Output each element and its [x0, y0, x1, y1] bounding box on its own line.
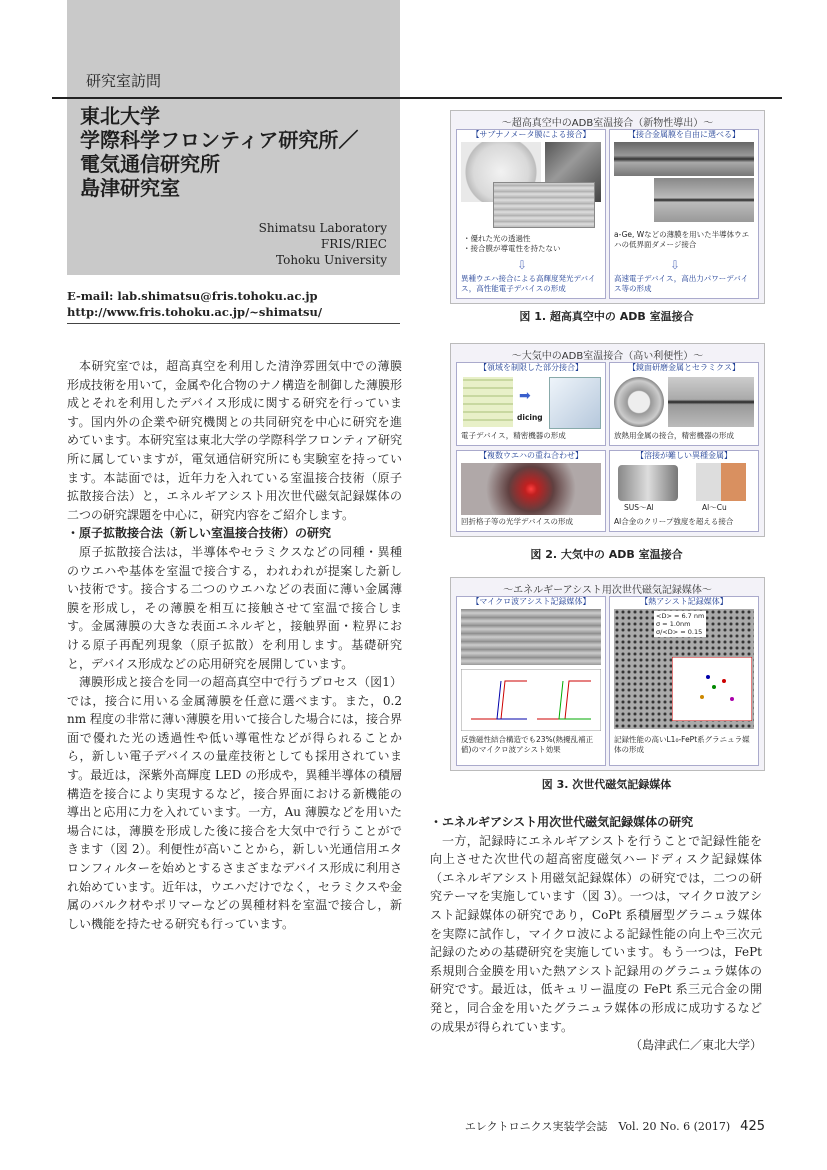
figure-3: [450, 577, 765, 771]
fig3-right-caption: 記録性能の高いL1₀-FePt系グラニュラ媒体の形成: [614, 735, 750, 754]
fig3-left-panel: [456, 596, 606, 766]
english-line: Shimatsu Laboratory: [258, 221, 387, 235]
lab-title-line: 東北大学: [80, 104, 160, 128]
panel-heading: 【溶接が難しい異種金属】: [636, 451, 732, 460]
figure-3-title: ～エネルギーアシスト用次世代磁気記録媒体～: [503, 585, 712, 596]
paragraph: 一方，記録時にエネルギアシストを行うことで記録性能を向上させた次世代の超高密度磁気ハードディスク記録媒体（エネルギアシスト用磁気記録媒体）の研究では，二つの研究テーマを実施しています（図 3）。一つは，マイクロ波アシスト記録媒体の研究であり，CoPt 系積層型グラニュラ媒体を実際に試作し，マイクロ波による記録性能の向上や三次元記録のための基礎研究を実施しています。もう一つは，FePt 系規則合金膜を用いた熱アシスト記録用のグラニュラ媒体の研究です。最近は，低キュリー温度の FePt 系三元合金の開発と，同合金を用いたグラニュラ媒体の形成に成功するなどの成果が得られています。: [430, 833, 762, 1034]
arrow-icon: ⇩: [517, 258, 528, 272]
lab-title-line: 電気通信研究所: [80, 152, 220, 176]
sus-al-label: SUS～Al: [624, 503, 654, 512]
fig2-caption-1: 電子デバイス，精密機器の形成: [461, 431, 566, 440]
paragraph: 本研究室では，超高真空を利用した清浄雰囲気中での薄膜形成技術を用いて，金属や化合物のナノ構造を制御した薄膜形成とそれを利用したデバイス形成に関する研究を行っています。国内外の企業や研究機関との共同研究を中心に研究を進めています。本研究室は東北大学の学際科学フロンティア研究所に属していますが，電気通信研究所にも実験室を持っています。本誌面では，近年力を入れている室温接合技術（原子拡散接合法）と，エネルギアシスト用次世代磁気記録媒体の二つの研究課題を中心に，研究内容をご紹介します。: [67, 359, 402, 522]
figure-1-title: ～超高真空中のADB室温接合（新物性導出）～: [501, 118, 714, 129]
figure-2-title: ～大気中のADB室温接合（高い利便性）～: [511, 351, 704, 362]
dicing-label: dicing: [517, 413, 543, 422]
website-link[interactable]: http://www.fris.tohoku.ac.jp/~shimatsu/: [67, 305, 323, 319]
fig2-panel-2: [609, 362, 759, 446]
journal-name: エレクトロニクス実装学会誌 Vol. 20 No. 6 (2017): [464, 1120, 731, 1133]
english-line: Tohoku University: [276, 253, 387, 267]
fig2-panel-4: [609, 450, 759, 532]
cube-photo: [549, 377, 601, 429]
tem-image: [493, 182, 595, 228]
panel-heading: 【鏡面研磨金属とセラミクス】: [628, 363, 740, 372]
section-heading: ・エネルギアシスト用次世代磁気記録媒体の研究: [430, 815, 694, 829]
al-cu-photo: [696, 463, 746, 501]
arrow-icon: ➡: [519, 388, 531, 404]
sus-al-photo: [618, 465, 678, 501]
paragraph: 薄膜形成と接合を同一の超高真空中で行うプロセス（図1）では，接合に用いる金属薄膜を任意に選べます。また，0.2 nm 程度の非常に薄い薄膜を用いて接合した場合には，接合界面で優れた光の透過性や低い導電性などが得られることから，新しい電子デバイスの量産技術としても採用されています。最近は，深紫外高輝度 LED の形成や，異種半導体の積層構造を接合により実現するなど，接合界面における新機能の導出と応用に力を入れています。一方，Au 薄膜などを用いた場合には，薄膜を形成した後に接合を大気中で行うことができます（図 2）。利便性が高いことから，新しい光通信用エタロンフィルターを始めとするさまざまなデバイス形成に利用され始めています。近年は，ウエハだけでなく，セラミクスや金属のバルク材やポリマーなどの異種材料を室温で接合し，新しい機能を持たせる研究も行っています。: [67, 675, 402, 931]
figure-2: [450, 343, 765, 537]
arrow-icon: ⇩: [670, 258, 681, 272]
paragraph: 原子拡散接合法は，半導体やセラミクスなどの同種・異種のウエハや基体を室温で接合する，われわれが提案した新しい技術です。接合する二つのウエハなどの表面に薄い金属薄膜を形成し，その薄膜を相互に接触させて室温で接合します。金属薄膜の大きな表面エネルギと，接触界面・粒界における原子再配列現象（原子拡散）を利用します。基礎研究と，デバイス形成などの応用研究を展開しています。: [67, 544, 402, 671]
fig1-left-panel: [456, 129, 606, 299]
fig2-caption-2: 放熱用金属の接合，精密機器の形成: [614, 431, 734, 440]
fig1-left-text: ・優れた光の透過性 ・接合膜が導電性を持たない: [463, 234, 561, 253]
grain-stats: <D> = 6.7 nm σ = 1.0nm σ/<D> = 0.15: [656, 612, 705, 636]
fig1-left-result: 異種ウエハ接合による高輝度発光デバイス，高性能電子デバイスの形成: [461, 274, 596, 293]
fig3-right-panel: [609, 596, 759, 766]
body-left-column: [67, 357, 402, 933]
page-footer: [465, 1118, 765, 1134]
figure-3-caption: 図 3. 次世代磁気記録媒体: [541, 778, 672, 791]
fig1-right-panel: [609, 129, 759, 299]
panel-heading: 【マイクロ波アシスト記録媒体】: [471, 597, 591, 606]
tem-image: [654, 178, 754, 222]
panel-heading: 【サブナノメータ膜による接合】: [471, 130, 591, 139]
figure-1: [450, 110, 765, 304]
page-number: 425: [740, 1119, 765, 1134]
fig2-caption-3: 回折格子等の光学デバイスの形成: [461, 517, 573, 526]
flange-photo: [614, 377, 664, 427]
panel-heading: 【接合金属膜を自由に選べる】: [628, 130, 740, 139]
email[interactable]: E-mail: lab.shimatsu@fris.tohoku.ac.jp: [67, 289, 318, 303]
fig2-panel-1: [456, 362, 606, 446]
header-rule: [52, 97, 782, 99]
lab-title: [80, 104, 358, 200]
fig1-right-text: a-Ge, Wなどの薄膜を用いた半導体ウエハの低界面ダメージ接合: [614, 230, 750, 249]
english-affiliation: [259, 220, 387, 268]
contact-info: [67, 288, 322, 320]
inset-plot: [672, 657, 752, 721]
fig3-left-caption: 反強磁性結合構造でも23%(熱擾乱補正値)のマイクロ波アシスト効果: [461, 735, 594, 754]
fig2-panel-3: [456, 450, 606, 532]
figure-2-caption: 図 2. 大気中の ADB 室温接合: [530, 548, 683, 561]
chip-array-photo: [463, 377, 513, 427]
panel-heading: 【複数ウエハの重ね合わせ】: [479, 451, 583, 460]
laser-photo: [461, 463, 601, 515]
section-label: 研究室訪問: [86, 72, 162, 90]
ahe-loop-plot: [461, 669, 601, 731]
lab-title-line: 学際科学フロンティア研究所／: [80, 128, 359, 152]
tem-image: [614, 142, 754, 176]
panel-heading: 【熱アシスト記録媒体】: [640, 597, 728, 606]
tem-image: [668, 377, 754, 427]
panel-heading: 【領域を制限した部分接合】: [479, 363, 583, 372]
contact-rule: [67, 323, 400, 324]
fig1-right-result: 高速電子デバイス，高出力パワーデバイス等の形成: [614, 274, 749, 293]
figure-1-caption: 図 1. 超高真空中の ADB 室温接合: [519, 310, 694, 323]
english-line: FRIS/RIEC: [320, 237, 387, 251]
section-heading: ・原子拡散接合法（新しい室温接合技術）の研究: [67, 526, 332, 541]
fig2-caption-4: Al合金のクリープ強度を超える接合: [614, 517, 734, 526]
lab-title-line: 島津研究室: [80, 176, 180, 200]
body-right-column: [430, 813, 762, 1055]
tem-image: [461, 609, 601, 665]
al-cu-label: Al～Cu: [702, 503, 727, 512]
author-signature: （島津武仁／東北大学）: [629, 1038, 762, 1053]
